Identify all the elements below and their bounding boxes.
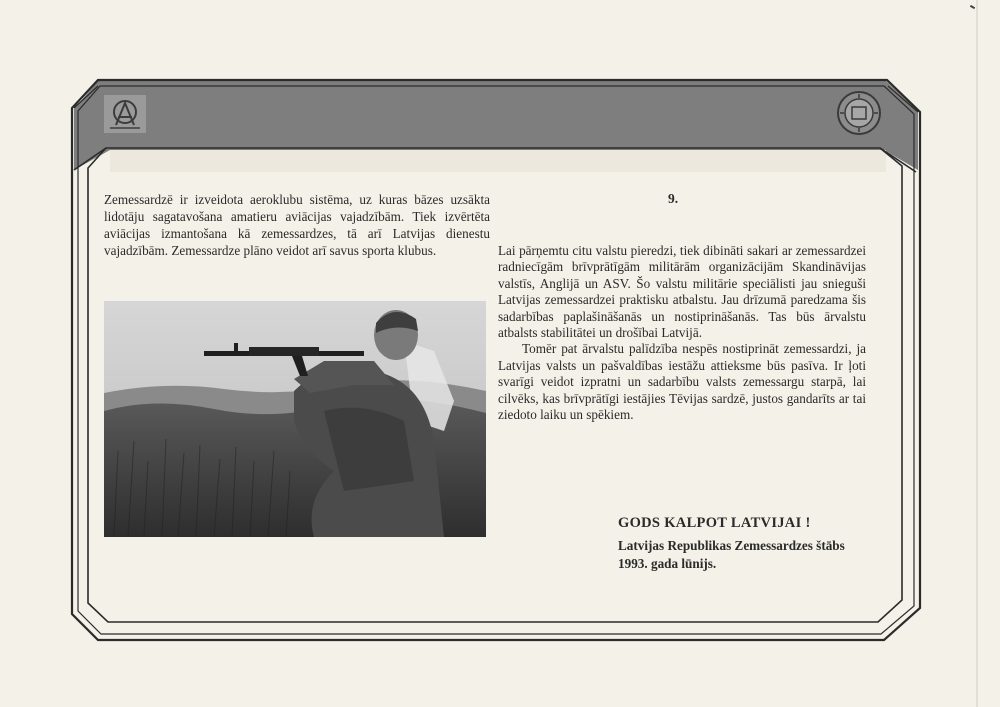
soldier-crest-icon bbox=[104, 95, 146, 133]
support-paragraph: Tomēr pat ārvalstu palīdzība nespēs nostiprināt zemessardzi, ja Latvijas valsts un pašvaldības iestāžu attieksme būs pasīva. Ir ļoti svarīgi veidot izpratni un sadarbību valsts zemessargu starpā, lai cilvēks, kas brīvprātīgi iestājies Tēvijas sardzē, justos gandarīts ar tai ziedoto laiku un spēkiem. bbox=[498, 341, 866, 423]
left-column-text bbox=[104, 191, 490, 259]
right-column-text bbox=[498, 243, 866, 423]
signature-line-2: 1993. gada lūnijs. bbox=[618, 556, 717, 571]
aeroclub-paragraph: Zemessardzē ir izveidota aeroklubu sistēma, uz kuras bāzes uzsākta lidotāju sagatavošana amatieru aviācijas vajadzībām. Tiek izvērtēta aviācijas izmantošana kā zemessardzes, tā arī Latvijas dienestu vajadzībām. Zemessardze plāno veidot arī savus sporta klubus. bbox=[104, 192, 490, 258]
banner-shadow bbox=[110, 150, 886, 172]
closing-motto: GODS KALPOT LATVIJAI ! bbox=[618, 515, 811, 531]
page-number: 9. bbox=[668, 191, 679, 206]
round-badge-icon bbox=[836, 90, 882, 136]
cooperation-paragraph: Lai pārņemtu citu valstu pieredzi, tiek dibināti sakari ar zemessardzei radniecīgām brīvprātīgām militārām organizācijām Skandināvijas valstīs, Anglijā un ASV. Šo valstu militārie speciālisti jau snieguši Latvijas zemessardzei praktisku atbalstu. Jau drīzumā paredzama šis sadarbības paplašināšanās un nostiprināšanās. Tas būs ārvalstu atbalsts stabilitātei un drošībai Latvijā. bbox=[498, 243, 866, 341]
soldier-photo bbox=[104, 301, 486, 537]
signature-line-1: Latvijas Republikas Zemessardzes štābs bbox=[618, 538, 845, 553]
